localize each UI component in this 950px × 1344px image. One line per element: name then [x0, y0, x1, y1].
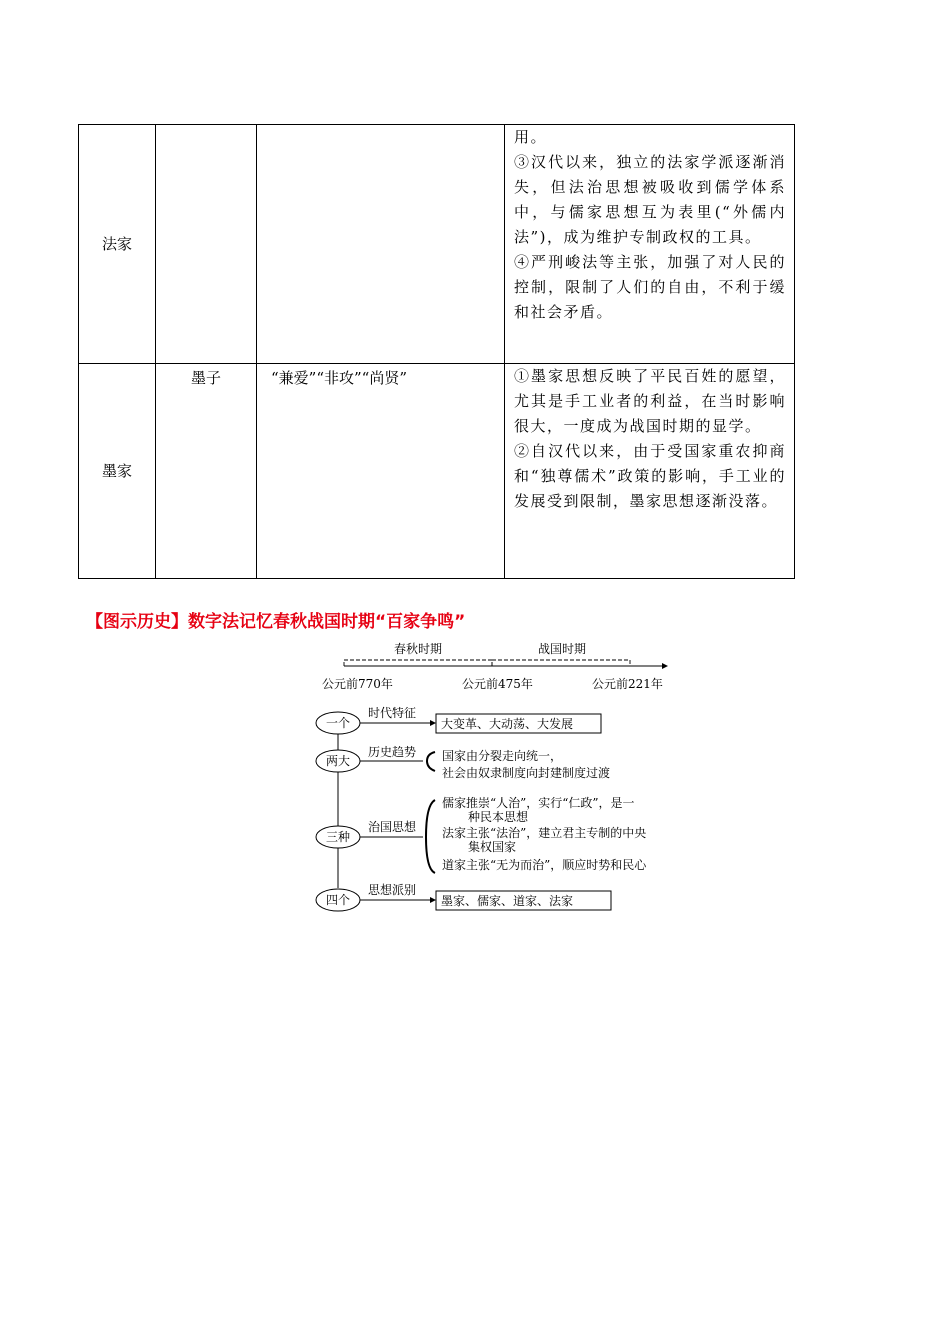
node-category: 时代特征	[368, 706, 417, 720]
evaluation-item: ②自汉代以来，由于受国家重农抑商和“独尊儒术”政策的影响，手工业的发展受到限制，墨家思想逐渐没落。	[514, 442, 786, 510]
node-content: 集权国家	[468, 840, 517, 854]
node-content: 法家主张“法治”，建立君主专制的中央	[442, 826, 647, 840]
hundred-schools-diagram	[310, 633, 680, 918]
main-ideas: “兼爱”“非攻”“尚贤”	[257, 364, 505, 579]
representative	[156, 125, 257, 364]
evaluation-item: 用。	[514, 128, 548, 146]
node-content: 道家主张“无为而治”，顺应时势和民心	[442, 858, 647, 872]
period-label: 春秋时期	[394, 642, 443, 656]
main-ideas	[257, 125, 505, 364]
node-category: 治国思想	[368, 820, 417, 834]
table-row	[79, 125, 795, 364]
evaluation-item: ①墨家思想反映了平民百姓的愿望，尤其是手工业者的利益，在当时影响很大，一度成为战国时期的显学。	[514, 367, 786, 435]
date-label: 公元前475年	[462, 677, 533, 691]
node-content: 墨家、儒家、道家、法家	[441, 894, 574, 908]
node-category: 历史趋势	[368, 745, 417, 759]
evaluation	[505, 364, 795, 579]
school-name: 墨家	[79, 364, 156, 579]
evaluation-item: ③汉代以来，独立的法家学派逐渐消失，但法治思想被吸收到儒学体系中，与儒家思想互为表里(“外儒内法”)，成为维护专制政权的工具。	[514, 153, 786, 246]
schools-table	[78, 124, 795, 579]
evaluation	[505, 125, 795, 364]
section-heading: 【图示历史】数字法记忆春秋战国时期“百家争鸣”	[86, 612, 466, 632]
node-content: 种民本思想	[468, 810, 529, 824]
diagram-node	[316, 795, 647, 873]
node-content: 国家由分裂走向统一，	[442, 749, 563, 763]
node-content: 大变革、大动荡、大发展	[441, 717, 574, 731]
evaluation-item: ④严刑峻法等主张，加强了对人民的控制，限制了人们的自由，不利于缓和社会矛盾。	[514, 253, 786, 321]
node-label: 一个	[325, 716, 351, 730]
node-category: 思想派别	[368, 883, 417, 897]
table-row	[79, 364, 795, 579]
node-label: 三种	[325, 830, 351, 844]
node-content: 儒家推崇“人治”，实行“仁政”，是一	[442, 796, 635, 810]
node-label: 四个	[325, 893, 351, 907]
diagram-node	[316, 705, 601, 734]
school-name: 法家	[79, 125, 156, 364]
period-label: 战国时期	[538, 642, 587, 656]
diagram-node	[316, 744, 610, 780]
date-label: 公元前221年	[592, 677, 663, 691]
representative: 墨子	[156, 364, 257, 579]
node-content: 社会由奴隶制度向封建制度过渡	[442, 766, 611, 780]
diagram-node	[316, 882, 611, 911]
node-label: 两大	[325, 754, 351, 768]
date-label: 公元前770年	[322, 677, 393, 691]
